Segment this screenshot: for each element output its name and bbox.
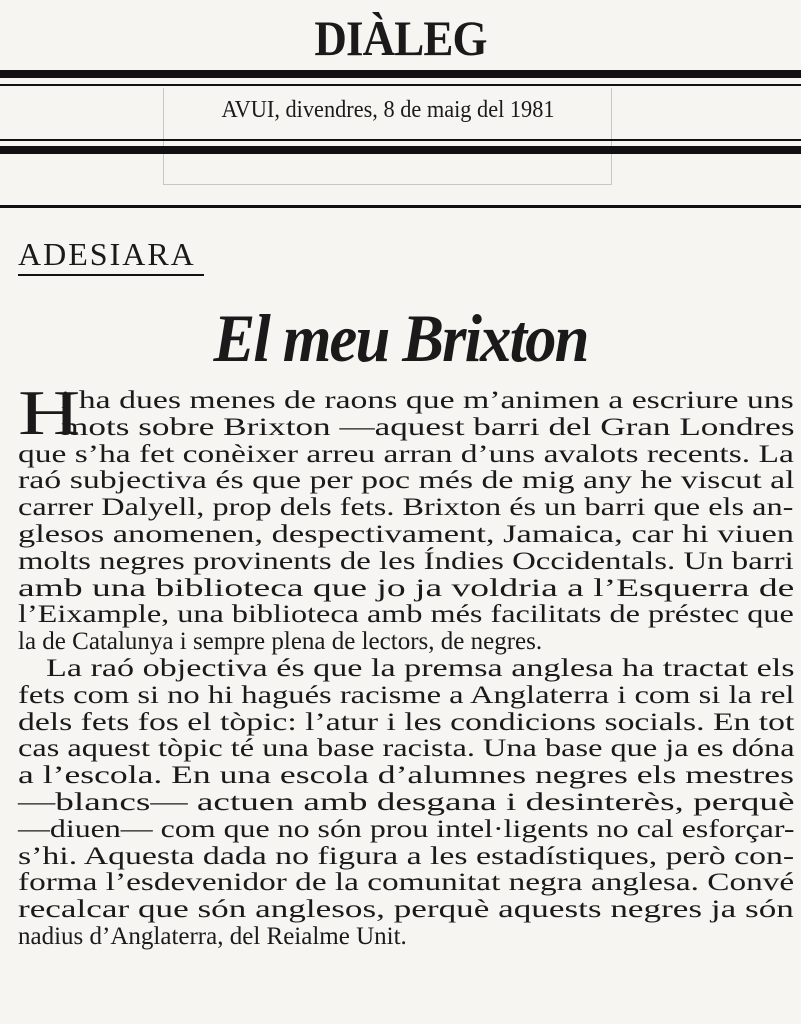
article-line: la de Catalunya i sempre plena de lectors, de negres. bbox=[18, 628, 543, 656]
article-line: La raó objectiva és que la premsa anglesa ha tractat els bbox=[45, 654, 795, 682]
article-line: forma l’esdevenidor de la comunitat negra anglesa. Convé bbox=[18, 869, 795, 897]
article-line: —diuen— com que no són prou intel·ligents no cal esforçar- bbox=[18, 815, 795, 843]
article-body bbox=[18, 377, 795, 951]
article-line: molts negres provinents de les Índies Occidentals. Un barri bbox=[18, 547, 794, 575]
drop-cap: H bbox=[18, 377, 81, 448]
section-label: ADESIARA bbox=[18, 234, 204, 276]
article-line: amb una biblioteca que jo ja voldria a l’Esquerra de bbox=[18, 574, 795, 602]
masthead-rule-bottom-thin bbox=[0, 139, 801, 141]
article-line: recalcar que són anglesos, perquè aquests negres ja són bbox=[18, 896, 794, 924]
dateline: AVUI, divendres, 8 de maig del 1981 bbox=[221, 97, 555, 123]
article-line: glesos anomenen, despectivament, Jamaica, car hi viuen bbox=[18, 520, 794, 548]
article-line: nadius d’Anglaterra, del Reialme Unit. bbox=[18, 922, 407, 950]
article-line: l’Eixample, una biblioteca amb més facilitats de préstec que bbox=[18, 601, 794, 629]
masthead-title: DIÀLEG bbox=[314, 10, 487, 66]
article-line: que s’ha fet conèixer arreu arran d’uns avalots recents. La bbox=[18, 440, 794, 468]
masthead-rule-top-thin bbox=[0, 84, 801, 86]
article-line: fets com si no hi hagués racisme a Anglaterra i com si la rel bbox=[18, 681, 795, 709]
article-line: —blancs— actuen amb desgana i desinterès, perquè bbox=[18, 788, 795, 816]
article-line: raó subjectiva és que per poc més de mig any he viscut al bbox=[18, 467, 795, 495]
article-headline: El meu Brixton bbox=[213, 300, 588, 376]
masthead-rule-bottom-thick bbox=[0, 146, 801, 154]
article-line: a l’escola. En una escola d’alumnes negres els mestres bbox=[18, 762, 794, 790]
article-line: carrer Dalyell, prop dels fets. Brixton és un barri que els an- bbox=[18, 494, 794, 522]
masthead-rule-top-thick bbox=[0, 70, 801, 78]
article-line: cas aquest tòpic té una base racista. Una base que ja es dóna bbox=[18, 735, 795, 763]
article-line: s’hi. Aquesta dada no figura a les estadístiques, però con- bbox=[18, 842, 795, 870]
section-divider-rule bbox=[0, 205, 801, 208]
article-line: H i ha dues menes de raons que m’animen a escriure uns bbox=[18, 377, 794, 448]
article-line: dels fets fos el tòpic: l’atur i les condicions socials. En tot bbox=[18, 708, 795, 736]
article-line: mots sobre Brixton —aquest barri del Gran Londres bbox=[60, 413, 795, 441]
